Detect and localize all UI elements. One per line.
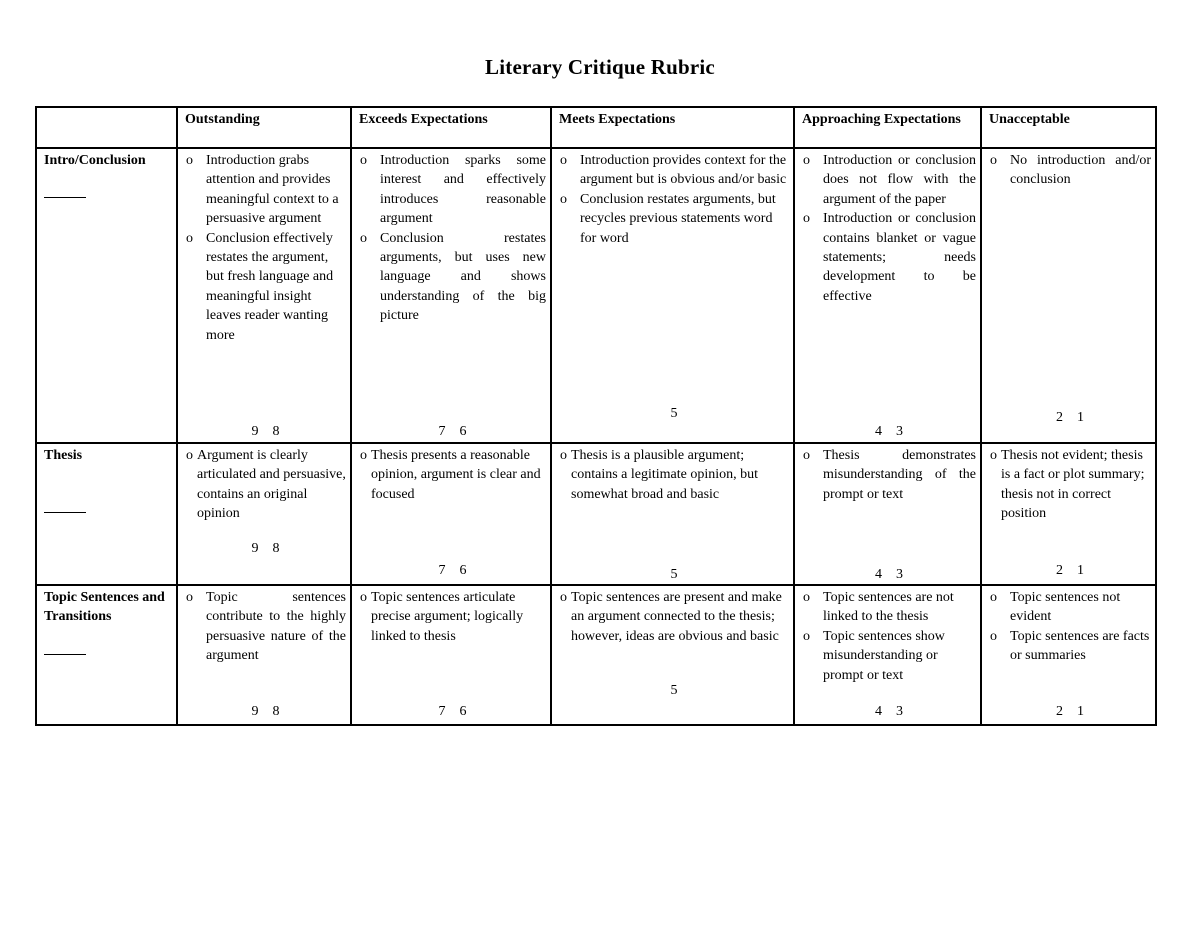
criterion-item: o Topic sentences not evident [989, 588, 1151, 627]
criterion-item: o Conclusion restates arguments, but recycles previous statements word for word [559, 190, 789, 248]
row-label-cell [36, 148, 177, 443]
row-label: Intro/Conclusion [44, 153, 146, 168]
score-values: 9 8 [251, 540, 280, 556]
score-blank-line [44, 511, 86, 513]
score-blank-line [44, 196, 86, 198]
criterion-item: o Topic sentences contribute to the highly persuasive nature of the argument [185, 588, 346, 666]
score-values: 2 1 [1056, 562, 1084, 578]
score-values: 9 8 [251, 423, 280, 439]
header-approaching-expectations: Approaching Expectations [794, 107, 981, 148]
criterion-item: o Introduction or conclusion contains blanket or vague statements; needs development to be effective [802, 209, 976, 306]
score-values: 2 1 [1056, 409, 1084, 425]
criterion-item: o Argument is clearly articulated and persuasive, contains an original opinion [185, 446, 346, 524]
score-values: 4 3 [875, 566, 903, 582]
criterion-item: o Topic sentences are present and make an argument connected to the thesis; however, ideas are obvious and basic [559, 588, 789, 646]
table-row [36, 443, 1156, 585]
criterion-item: o Thesis demonstrates misunderstanding of the prompt or text [802, 446, 976, 504]
criterion-item: o Introduction sparks some interest and effectively introduces reasonable argument [359, 151, 546, 229]
score-values: 2 1 [1056, 703, 1084, 719]
table-row [36, 585, 1156, 725]
score-values: 5 [670, 405, 678, 421]
rubric-cell [351, 585, 551, 725]
rubric-cell [351, 148, 551, 443]
criterion-item: o Conclusion effectively restates the argument, but fresh language and meaningful insight leaves reader wanting more [185, 229, 346, 345]
rubric-cell [794, 585, 981, 725]
criterion-item: o Introduction provides context for the argument but is obvious and/or basic [559, 151, 789, 190]
header-outstanding: Outstanding [177, 107, 351, 148]
score-values: 5 [670, 566, 678, 582]
header-exceeds-expectations: Exceeds Expectations [351, 107, 551, 148]
criterion-item: o Thesis not evident; thesis is a fact or plot summary; thesis not in correct position [989, 446, 1151, 524]
rubric-cell [351, 443, 551, 585]
header-corner [36, 107, 177, 148]
rubric-cell [794, 148, 981, 443]
row-label-cell [36, 585, 177, 725]
criterion-item: o Introduction or conclusion does not flow with the argument of the paper [802, 151, 976, 209]
rubric-table [35, 106, 1157, 726]
score-values: 7 6 [438, 423, 467, 439]
criterion-item: o Topic sentences are not linked to the thesis [802, 588, 976, 627]
score-values: 9 8 [251, 703, 280, 719]
criterion-item: o Thesis presents a reasonable opinion, argument is clear and focused [359, 446, 546, 504]
row-label: Topic Sentences and Transitions [44, 590, 165, 625]
rubric-cell [177, 443, 351, 585]
header-row [36, 107, 1156, 148]
rubric-cell [551, 443, 794, 585]
score-values: 4 3 [875, 703, 903, 719]
score-values: 4 3 [875, 423, 903, 439]
criterion-item: o Conclusion restates arguments, but uses new language and shows understanding of the big picture [359, 229, 546, 326]
rubric-cell [177, 585, 351, 725]
rubric-cell [177, 148, 351, 443]
rubric-cell [981, 585, 1156, 725]
table-row [36, 148, 1156, 443]
rubric-cell [981, 443, 1156, 585]
criterion-item: o Topic sentences articulate precise argument; logically linked to thesis [359, 588, 546, 646]
criterion-item: o Thesis is a plausible argument; contains a legitimate opinion, but somewhat broad and basic [559, 446, 789, 504]
criterion-item: o Topic sentences are facts or summaries [989, 627, 1151, 666]
score-values: 5 [670, 682, 678, 698]
criterion-item: o Topic sentences show misunderstanding or prompt or text [802, 627, 976, 685]
rubric-cell [794, 443, 981, 585]
row-label: Thesis [44, 448, 83, 463]
criterion-item: o No introduction and/or conclusion [989, 151, 1151, 190]
page-title: Literary Critique Rubric [485, 55, 715, 79]
score-values: 7 6 [438, 562, 467, 578]
rubric-cell [981, 148, 1156, 443]
header-meets-expectations: Meets Expectations [551, 107, 794, 148]
row-label-cell [36, 443, 177, 585]
rubric-cell [551, 148, 794, 443]
rubric-cell [551, 585, 794, 725]
criterion-item: o Introduction grabs attention and provides meaningful context to a persuasive argument [185, 151, 346, 229]
score-blank-line [44, 653, 86, 655]
header-unacceptable: Unacceptable [981, 107, 1156, 148]
score-values: 7 6 [438, 703, 467, 719]
